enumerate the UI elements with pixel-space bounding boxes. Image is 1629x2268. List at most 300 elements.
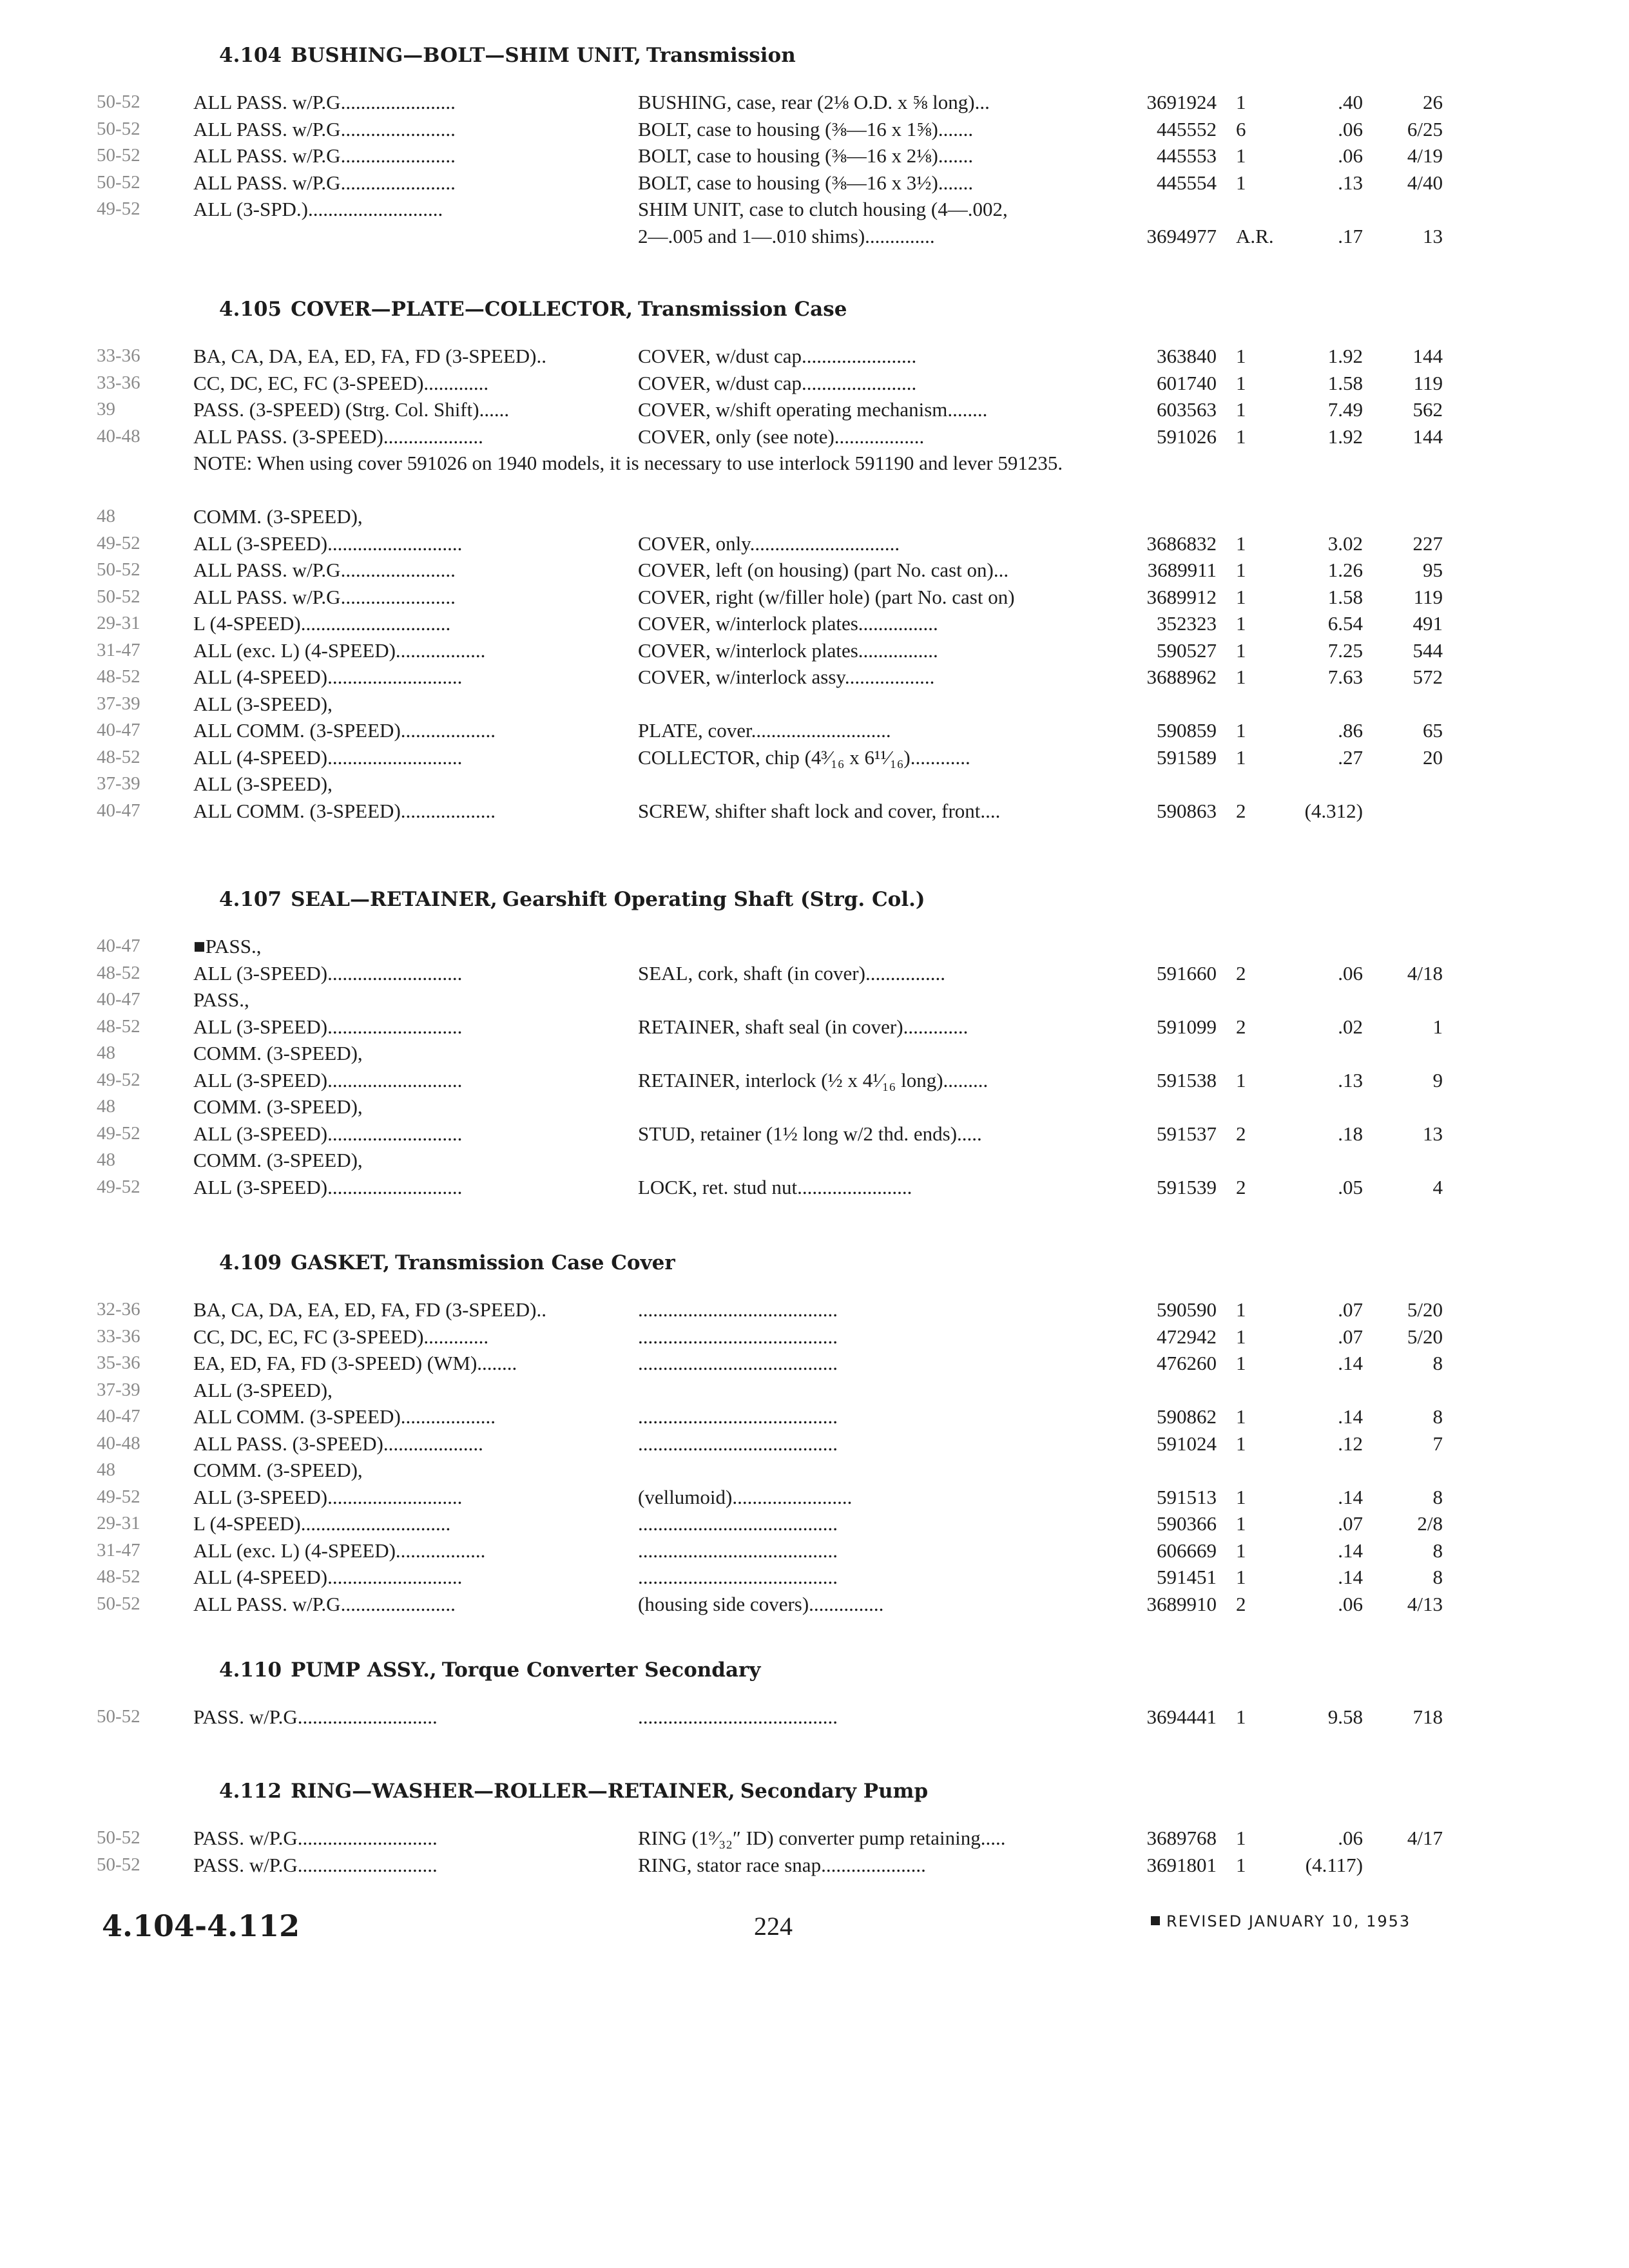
description-cell: ........................................ [638, 1566, 838, 1588]
table-row [0, 1040, 1629, 1067]
part-number-cell: 590862 [1157, 1405, 1217, 1428]
table-row [0, 1174, 1629, 1201]
section-title: RING—WASHER—ROLLER—RETAINER, [291, 1780, 735, 1803]
section-subtitle: Transmission Case Cover [395, 1251, 675, 1274]
section-heading [219, 298, 847, 321]
quantity-cell: 1 [1236, 612, 1246, 635]
year-cell: 37-39 [97, 1379, 140, 1400]
model-cell: COMM. (3-SPEED), [193, 1042, 363, 1064]
quantity-cell: 1 [1236, 91, 1246, 113]
model-cell: COMM. (3-SPEED), [193, 1149, 363, 1171]
table-row [0, 423, 1629, 450]
table-row [0, 637, 1629, 664]
table-row [0, 196, 1629, 223]
weight-cell: 9.58 [1327, 1706, 1363, 1728]
quantity-cell: A.R. [1236, 224, 1274, 247]
description-cell: RETAINER, shaft seal (in cover)............. [638, 1015, 969, 1038]
quantity-cell: 1 [1236, 532, 1246, 555]
table-row [0, 1014, 1629, 1041]
year-cell: 48 [97, 506, 115, 526]
model-cell: ALL COMM. (3-SPEED)................... [193, 719, 496, 742]
table-row [0, 717, 1629, 744]
quantity-cell: 1 [1236, 639, 1246, 662]
part-number-cell: 606669 [1157, 1539, 1217, 1562]
section-subtitle: Transmission [646, 44, 796, 67]
part-number-cell: 445552 [1157, 117, 1217, 140]
price-cell: 9 [1432, 1068, 1443, 1091]
year-cell: 50-52 [97, 559, 140, 580]
model-cell: ALL (3-SPEED)........................... [193, 1175, 463, 1198]
year-cell: 40-47 [97, 936, 140, 956]
table-row [0, 986, 1629, 1014]
quantity-cell: 2 [1236, 1122, 1246, 1145]
year-cell: 49-52 [97, 532, 140, 553]
price-cell: 119 [1413, 371, 1443, 394]
year-cell: 50-52 [97, 586, 140, 607]
part-number-cell: 3689910 [1146, 1592, 1217, 1615]
quantity-cell: 1 [1236, 666, 1246, 688]
section-subtitle: Gearshift Operating Shaft (Strg. Col.) [502, 888, 925, 911]
model-cell: ALL (3-SPEED), [193, 773, 333, 795]
quantity-cell: 1 [1236, 171, 1246, 194]
year-cell: 32-36 [97, 1299, 140, 1320]
parts-table [0, 1704, 1629, 1731]
parts-table [0, 933, 1629, 1200]
section-title: PUMP ASSY., [291, 1658, 437, 1682]
price-cell: 20 [1423, 745, 1443, 769]
price-cell: 13 [1423, 1122, 1443, 1145]
footer-section-range: 4.104-4.112 [102, 1908, 300, 1943]
quantity-cell: 1 [1236, 1405, 1246, 1428]
description-cell: COVER, only.............................. [638, 532, 900, 555]
part-number-cell: 591537 [1157, 1122, 1217, 1145]
price-cell: 8 [1432, 1352, 1443, 1374]
part-number-cell: 3691801 [1146, 1853, 1217, 1876]
part-number-cell: 591026 [1157, 425, 1217, 448]
part-number-cell: 472942 [1157, 1325, 1217, 1348]
description-cell: COVER, w/interlock assy.................. [638, 666, 935, 688]
part-number-cell: 591539 [1157, 1175, 1217, 1198]
model-cell: ALL (3-SPEED)........................... [193, 1015, 463, 1038]
model-cell: ■PASS., [193, 935, 262, 957]
weight-cell: (4.117) [1305, 1853, 1363, 1876]
table-row [0, 557, 1629, 584]
model-cell: BA, CA, DA, EA, ED, FA, FD (3-SPEED).. [193, 345, 546, 367]
table-row [0, 142, 1629, 169]
weight-cell: .07 [1338, 1512, 1363, 1535]
weight-cell: 7.63 [1327, 666, 1363, 688]
price-cell: 2/8 [1417, 1512, 1443, 1535]
table-row [0, 584, 1629, 611]
weight-cell: .06 [1338, 1592, 1363, 1615]
weight-cell: .06 [1338, 117, 1363, 140]
year-cell: 48-52 [97, 1566, 140, 1587]
description-cell: SHIM UNIT, case to clutch housing (4—.002, [638, 198, 1008, 220]
description-cell: BOLT, case to housing (⅜—16 x 3½)....... [638, 171, 974, 194]
description-cell: ........................................ [638, 1352, 838, 1374]
model-cell: ALL PASS. w/P.G....................... [193, 559, 456, 581]
note-text: NOTE: When using cover 591026 on 1940 models, it is necessary to use interlock 591190 and lever 591235. [193, 452, 1063, 474]
description-cell: BUSHING, case, rear (2⅛ O.D. x ⅝ long)... [638, 91, 990, 113]
price-cell: 4/17 [1407, 1827, 1443, 1849]
table-row [0, 1825, 1629, 1852]
year-cell: 50-52 [97, 171, 140, 193]
quantity-cell: 1 [1236, 1068, 1246, 1091]
table-row [0, 370, 1629, 397]
model-cell: ALL (3-SPEED)........................... [193, 532, 463, 555]
part-number-cell: 591024 [1157, 1432, 1217, 1455]
year-cell: 50-52 [97, 118, 140, 139]
quantity-cell: 1 [1236, 371, 1246, 394]
part-number-cell: 3689768 [1146, 1827, 1217, 1849]
table-row [0, 1537, 1629, 1564]
table-row [0, 1704, 1629, 1731]
price-cell: 7 [1432, 1432, 1443, 1455]
year-cell: 40-48 [97, 425, 140, 447]
year-cell: 39 [97, 399, 115, 419]
model-cell: ALL PASS. w/P.G....................... [193, 144, 456, 167]
part-number-cell: 445554 [1157, 171, 1217, 194]
quantity-cell: 2 [1236, 799, 1246, 822]
year-cell: 50-52 [97, 1827, 140, 1848]
description-cell: ........................................ [638, 1405, 838, 1428]
part-number-cell: 3691924 [1146, 91, 1217, 113]
table-row [0, 396, 1629, 423]
table-row [0, 1296, 1629, 1323]
revision-marker-icon [1151, 1916, 1160, 1925]
model-cell: ALL (exc. L) (4-SPEED).................. [193, 639, 486, 662]
table-row [0, 610, 1629, 637]
model-cell: CC, DC, EC, FC (3-SPEED)............. [193, 371, 489, 394]
weight-cell: .17 [1338, 224, 1363, 247]
price-cell: 5/20 [1407, 1325, 1443, 1348]
model-cell: CC, DC, EC, FC (3-SPEED)............. [193, 1325, 489, 1348]
year-cell: 48-52 [97, 746, 140, 767]
section-number: 4.109 [219, 1251, 282, 1274]
part-number-cell: 445553 [1157, 144, 1217, 167]
model-cell: BA, CA, DA, EA, ED, FA, FD (3-SPEED).. [193, 1298, 546, 1321]
weight-cell: .86 [1338, 719, 1363, 742]
price-cell: 572 [1412, 666, 1443, 688]
model-cell: ALL (3-SPEED)........................... [193, 1068, 463, 1091]
table-row [0, 1377, 1629, 1404]
section-subtitle: Transmission Case [638, 298, 847, 321]
table-row [0, 1852, 1629, 1879]
table-row [0, 530, 1629, 557]
year-cell: 40-47 [97, 720, 140, 740]
description-cell: RING, stator race snap..................... [638, 1853, 926, 1876]
description-cell: RETAINER, interlock (½ x 4¹⁄₁₆ long)......... [638, 1068, 988, 1091]
year-cell: 40-48 [97, 1432, 140, 1454]
price-cell: 8 [1432, 1485, 1443, 1508]
price-cell: 4/19 [1407, 144, 1443, 167]
model-cell: ALL PASS. w/P.G....................... [193, 171, 456, 194]
model-cell: PASS. w/P.G............................ [193, 1706, 438, 1728]
year-cell: 35-36 [97, 1352, 140, 1373]
weight-cell: .02 [1338, 1015, 1363, 1038]
year-cell: 37-39 [97, 693, 140, 714]
quantity-cell: 1 [1236, 1352, 1246, 1374]
section-subtitle: Torque Converter Secondary [441, 1658, 761, 1682]
weight-cell: 1.26 [1327, 559, 1363, 581]
year-cell: 48 [97, 1043, 115, 1063]
section-title: SEAL—RETAINER, [291, 888, 497, 911]
quantity-cell: 1 [1236, 745, 1246, 769]
quantity-cell: 1 [1236, 1298, 1246, 1321]
part-number-cell: 591451 [1157, 1566, 1217, 1588]
part-number-cell: 476260 [1157, 1352, 1217, 1374]
weight-cell: .13 [1338, 171, 1363, 194]
year-cell: 48-52 [97, 666, 140, 687]
description-cell: COLLECTOR, chip (4³⁄₁₆ x 6¹¹⁄₁₆)............ [638, 745, 970, 769]
description-cell: BOLT, case to housing (⅜—16 x 2⅛)....... [638, 144, 974, 167]
quantity-cell: 1 [1236, 1706, 1246, 1728]
part-number-cell: 591589 [1157, 745, 1217, 769]
table-row [0, 1484, 1629, 1511]
description-cell: (housing side covers)............... [638, 1592, 884, 1615]
price-cell: 4/13 [1407, 1592, 1443, 1615]
part-number-cell: 363840 [1157, 345, 1217, 367]
description-cell: ........................................ [638, 1539, 838, 1562]
year-cell: 49-52 [97, 1069, 140, 1090]
table-row [0, 664, 1629, 691]
price-cell: 26 [1423, 91, 1443, 113]
weight-cell: .14 [1338, 1405, 1363, 1428]
model-cell: COMM. (3-SPEED), [193, 1095, 363, 1118]
section-title: GASKET, [291, 1251, 390, 1274]
weight-cell: 7.25 [1327, 639, 1363, 662]
weight-cell: .14 [1338, 1566, 1363, 1588]
price-cell: 491 [1412, 612, 1443, 635]
quantity-cell: 1 [1236, 1566, 1246, 1588]
section-heading [219, 1251, 675, 1274]
quantity-cell: 1 [1236, 144, 1246, 167]
price-cell: 119 [1413, 585, 1443, 608]
model-cell: PASS. w/P.G............................ [193, 1853, 438, 1876]
quantity-cell: 1 [1236, 398, 1246, 421]
weight-cell: (4.312) [1304, 799, 1363, 822]
quantity-cell: 1 [1236, 425, 1246, 448]
model-cell: ALL PASS. w/P.G....................... [193, 1592, 456, 1615]
table-row [0, 1147, 1629, 1174]
table-row [0, 1430, 1629, 1457]
model-cell: PASS. w/P.G............................ [193, 1827, 438, 1849]
description-cell: ........................................ [638, 1325, 838, 1348]
weight-cell: .06 [1338, 144, 1363, 167]
description-cell: SCREW, shifter shaft lock and cover, front.... [638, 799, 1001, 822]
weight-cell: .12 [1338, 1432, 1363, 1455]
quantity-cell: 2 [1236, 1015, 1246, 1038]
model-cell: PASS., [193, 988, 249, 1011]
model-cell: ALL PASS. w/P.G....................... [193, 117, 456, 140]
part-number-cell: 590859 [1157, 719, 1217, 742]
description-cell: COVER, w/shift operating mechanism........ [638, 398, 988, 421]
model-cell: ALL COMM. (3-SPEED)................... [193, 1405, 496, 1428]
weight-cell: .13 [1338, 1068, 1363, 1091]
model-cell: ALL (3-SPEED)........................... [193, 961, 463, 985]
section-number: 4.105 [219, 298, 282, 321]
weight-cell: .18 [1338, 1122, 1363, 1145]
table-row [0, 1323, 1629, 1350]
year-cell: 50-52 [97, 91, 140, 112]
part-number-cell: 590366 [1157, 1512, 1217, 1535]
price-cell: 227 [1412, 532, 1443, 555]
description-cell: SEAL, cork, shaft (in cover)................ [638, 961, 945, 985]
quantity-cell: 1 [1236, 1485, 1246, 1508]
price-cell: 8 [1432, 1405, 1443, 1428]
price-cell: 6/25 [1407, 117, 1443, 140]
parts-table [0, 1825, 1629, 1878]
quantity-cell: 1 [1236, 585, 1246, 608]
model-cell: COMM. (3-SPEED), [193, 505, 363, 528]
model-cell: ALL (3-SPEED), [193, 692, 333, 715]
year-cell: 29-31 [97, 1513, 140, 1533]
price-cell: 5/20 [1407, 1298, 1443, 1321]
parts-table [0, 343, 1629, 824]
year-cell: 40-47 [97, 1406, 140, 1427]
model-cell: ALL PASS. (3-SPEED).................... [193, 1432, 483, 1455]
table-row [0, 691, 1629, 718]
note-row [0, 450, 1629, 503]
description-cell: STUD, retainer (1½ long w/2 thd. ends)..... [638, 1122, 982, 1145]
price-cell: 8 [1432, 1539, 1443, 1562]
year-cell: 48 [97, 1459, 115, 1480]
quantity-cell: 1 [1236, 1512, 1246, 1535]
table-row [0, 960, 1629, 987]
weight-cell: 1.92 [1327, 345, 1363, 367]
section-number: 4.110 [219, 1658, 282, 1682]
year-cell: 29-31 [97, 613, 140, 633]
description-cell: LOCK, ret. stud nut....................... [638, 1175, 912, 1198]
model-cell: EA, ED, FA, FD (3-SPEED) (WM)........ [193, 1352, 517, 1374]
weight-cell: .07 [1338, 1325, 1363, 1348]
description-cell: ........................................ [638, 1432, 838, 1455]
model-cell: ALL (4-SPEED)........................... [193, 666, 463, 688]
model-cell: ALL (3-SPEED)........................... [193, 1122, 463, 1145]
part-number-cell: 3689911 [1147, 559, 1217, 581]
weight-cell: .27 [1338, 745, 1363, 769]
year-cell: 33-36 [97, 372, 140, 393]
weight-cell: 1.58 [1327, 585, 1363, 608]
year-cell: 50-52 [97, 145, 140, 166]
description-cell: 2—.005 and 1—.010 shims).............. [638, 224, 935, 247]
section-subtitle: Secondary Pump [740, 1780, 929, 1803]
quantity-cell: 1 [1236, 559, 1246, 581]
model-cell: ALL PASS. w/P.G....................... [193, 585, 456, 608]
table-row [0, 116, 1629, 143]
year-cell: 33-36 [97, 345, 140, 366]
part-number-cell: 3686832 [1146, 532, 1217, 555]
table-row [0, 1510, 1629, 1537]
quantity-cell: 1 [1236, 1539, 1246, 1562]
table-row [0, 169, 1629, 197]
year-cell: 48 [97, 1149, 115, 1170]
description-cell: ........................................ [638, 1706, 838, 1728]
table-row [0, 1093, 1629, 1120]
part-number-cell: 590527 [1157, 639, 1217, 662]
price-cell: 144 [1412, 425, 1443, 448]
description-cell: COVER, w/dust cap....................... [638, 371, 917, 394]
model-cell: ALL (exc. L) (4-SPEED).................. [193, 1539, 486, 1562]
model-cell: ALL (3-SPD.)........................... [193, 198, 443, 220]
description-cell: RING (1⁹⁄₃₂″ ID) converter pump retaining..... [638, 1827, 1006, 1849]
year-cell: 40-47 [97, 989, 140, 1010]
weight-cell: .06 [1338, 1827, 1363, 1849]
description-cell: BOLT, case to housing (⅜—16 x 1⅝)....... [638, 117, 974, 140]
model-cell: COMM. (3-SPEED), [193, 1459, 363, 1481]
quantity-cell: 1 [1236, 1432, 1246, 1455]
section-title: BUSHING—BOLT—SHIM UNIT, [291, 44, 642, 67]
year-cell: 49-52 [97, 198, 140, 219]
year-cell: 50-52 [97, 1706, 140, 1727]
quantity-cell: 1 [1236, 1853, 1246, 1876]
weight-cell: 3.02 [1327, 532, 1363, 555]
part-number-cell: 590863 [1157, 799, 1217, 822]
weight-cell: 1.92 [1327, 425, 1363, 448]
price-cell: 1 [1432, 1015, 1443, 1038]
part-number-cell: 591660 [1157, 961, 1217, 985]
part-number-cell: 590590 [1157, 1298, 1217, 1321]
price-cell: 13 [1423, 224, 1443, 247]
footer-revised-date: REVISED JANUARY 10, 1953 [1166, 1912, 1411, 1930]
description-cell: COVER, w/interlock plates................ [638, 612, 938, 635]
table-row [0, 223, 1629, 250]
model-cell: L (4-SPEED).............................. [193, 612, 451, 635]
weight-cell: 1.58 [1327, 371, 1363, 394]
year-cell: 31-47 [97, 1539, 140, 1561]
year-cell: 37-39 [97, 773, 140, 794]
description-cell: COVER, w/interlock plates................ [638, 639, 938, 662]
quantity-cell: 2 [1236, 961, 1246, 985]
part-number-cell: 603563 [1157, 398, 1217, 421]
part-number-cell: 3688962 [1146, 666, 1217, 688]
model-cell: ALL COMM. (3-SPEED)................... [193, 799, 496, 822]
description-cell: COVER, w/dust cap....................... [638, 345, 917, 367]
table-row [0, 1591, 1629, 1618]
description-cell: (vellumoid)........................ [638, 1485, 853, 1508]
parts-table [0, 89, 1629, 249]
weight-cell: .14 [1338, 1352, 1363, 1374]
model-cell: ALL (4-SPEED)........................... [193, 1566, 463, 1588]
table-row [0, 503, 1629, 530]
year-cell: 50-52 [97, 1593, 140, 1614]
year-cell: 48 [97, 1096, 115, 1117]
price-cell: 65 [1423, 719, 1443, 742]
weight-cell: .07 [1338, 1298, 1363, 1321]
weight-cell: .14 [1338, 1539, 1363, 1562]
price-cell: 4/18 [1407, 961, 1443, 985]
section-heading [219, 888, 925, 911]
weight-cell: .06 [1338, 961, 1363, 985]
table-row [0, 1457, 1629, 1484]
year-cell: 33-36 [97, 1325, 140, 1347]
model-cell: PASS. (3-SPEED) (Strg. Col. Shift)...... [193, 398, 510, 421]
table-row [0, 1120, 1629, 1148]
description-cell: COVER, only (see note).................. [638, 425, 925, 448]
model-cell: L (4-SPEED).............................. [193, 1512, 451, 1535]
section-heading [219, 44, 796, 67]
section-number: 4.112 [219, 1780, 282, 1803]
table-row [0, 933, 1629, 960]
price-cell: 95 [1423, 559, 1443, 581]
section-heading [219, 1780, 928, 1803]
quantity-cell: 2 [1236, 1592, 1246, 1615]
weight-cell: 7.49 [1327, 398, 1363, 421]
part-number-cell: 3694977 [1146, 224, 1217, 247]
description-cell: COVER, left (on housing) (part No. cast on)... [638, 559, 1009, 581]
weight-cell: .05 [1338, 1175, 1363, 1198]
price-cell: 4 [1432, 1175, 1443, 1198]
